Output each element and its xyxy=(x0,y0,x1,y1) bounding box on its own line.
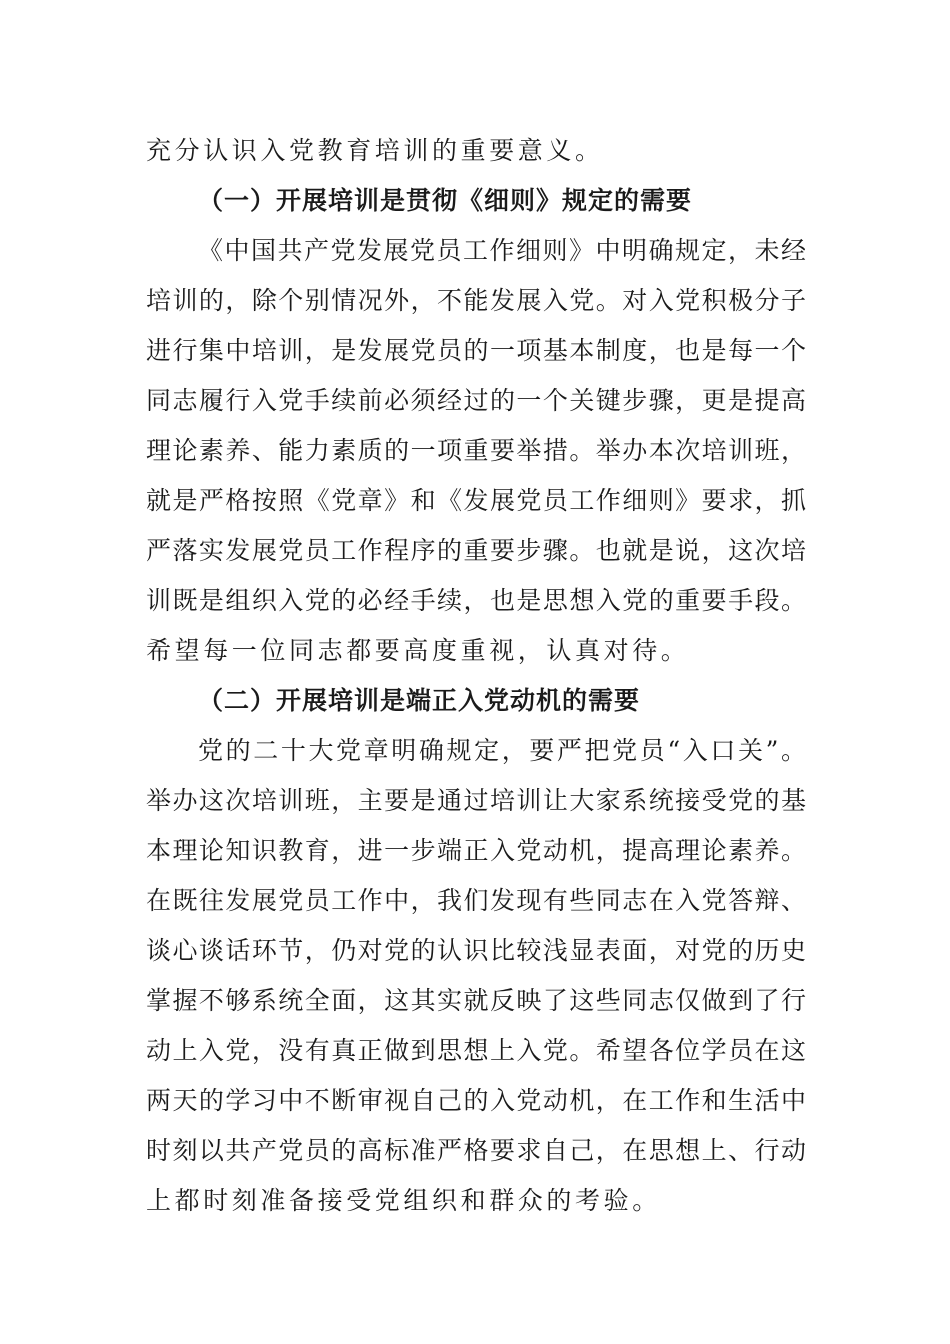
body-text-line: 动上入党，没有真正做到思想上入党。希望各位学员在这 xyxy=(146,1036,806,1065)
paragraph-first-line: 党的二十大党章明确规定，要严把党员“入口关”。 xyxy=(198,736,806,765)
section-heading-1: （一）开展培训是贯彻《细则》规定的需要 xyxy=(198,186,693,215)
body-text-line: 就是严格按照《党章》和《发展党员工作细则》要求，抓 xyxy=(146,486,806,515)
paragraph-first-line: 《中国共产党发展党员工作细则》中明确规定，未经 xyxy=(198,236,806,265)
body-text-line: 本理论知识教育，进一步端正入党动机，提高理论素养。 xyxy=(146,836,806,865)
body-text-line: 掌握不够系统全面，这其实就反映了这些同志仅做到了行 xyxy=(146,986,806,1015)
body-text-line: 理论素养、能力素质的一项重要举措。举办本次培训班， xyxy=(146,436,806,465)
body-text-line: 培训的，除个别情况外，不能发展入党。对入党积极分子 xyxy=(146,286,806,315)
body-text-line: 上都时刻准备接受党组织和群众的考验。 xyxy=(146,1186,661,1215)
section-heading-2: （二）开展培训是端正入党动机的需要 xyxy=(198,686,641,715)
body-text-line: 进行集中培训，是发展党员的一项基本制度，也是每一个 xyxy=(146,336,806,365)
body-text-line: 在既往发展党员工作中，我们发现有些同志在入党答辩、 xyxy=(146,886,806,915)
body-text-line: 时刻以共产党员的高标准严格要求自己，在思想上、行动 xyxy=(146,1136,806,1165)
body-text-line: 两天的学习中不断审视自己的入党动机，在工作和生活中 xyxy=(146,1086,806,1115)
body-text-line: 谈心谈话环节，仍对党的认识比较浅显表面，对党的历史 xyxy=(146,936,806,965)
body-text-line: 充分认识入党教育培训的重要意义。 xyxy=(146,136,604,165)
body-text-line: 严落实发展党员工作程序的重要步骤。也就是说，这次培 xyxy=(146,536,806,565)
body-text-line: 训既是组织入党的必经手续，也是思想入党的重要手段。 xyxy=(146,586,806,615)
body-text-line: 举办这次培训班，主要是通过培训让大家系统接受党的基 xyxy=(146,786,806,815)
body-text-line: 希望每一位同志都要高度重视，认真对待。 xyxy=(146,636,690,665)
body-text-line: 同志履行入党手续前必须经过的一个关键步骤，更是提高 xyxy=(146,386,806,415)
